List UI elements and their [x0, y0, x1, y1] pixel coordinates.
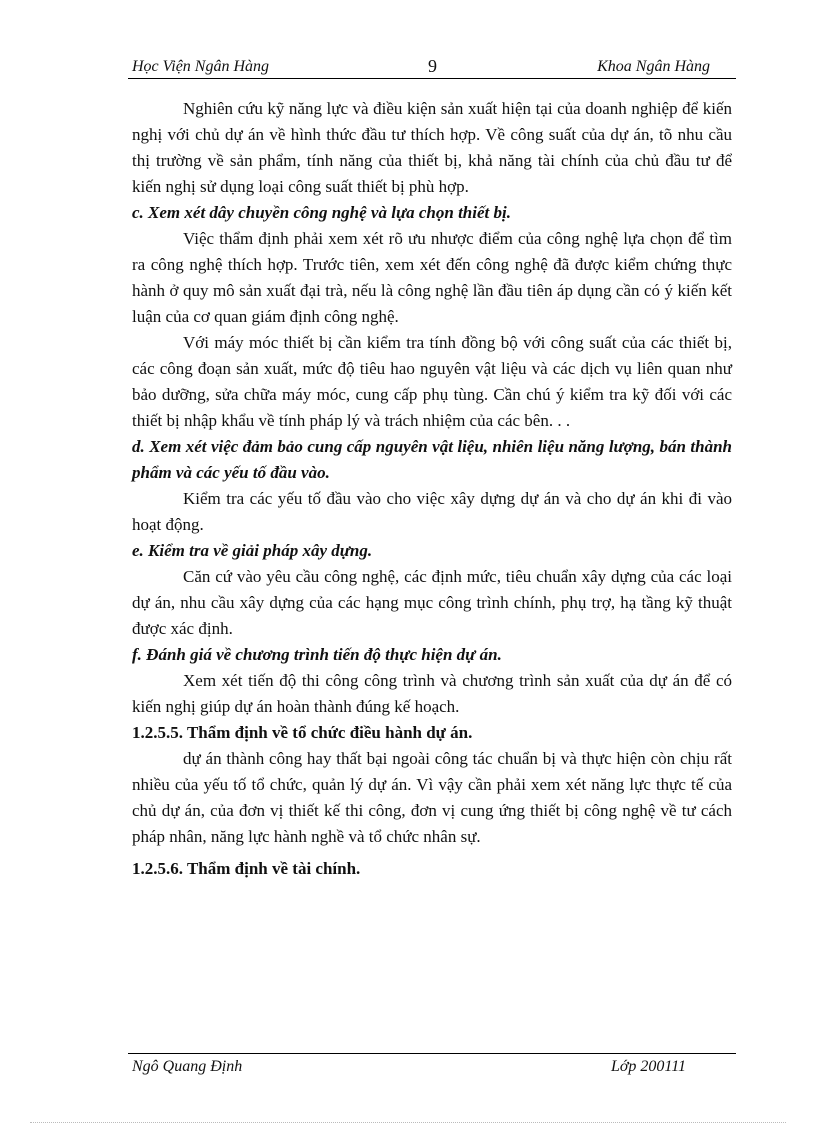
header-faculty: Khoa Ngân Hàng: [597, 58, 710, 75]
heading-f-schedule: f. Đánh giá về chương trình tiến độ thực hiện dự án.: [132, 645, 502, 664]
footer-author: Ngô Quang Định: [132, 1058, 243, 1075]
paragraph-capacity: Nghiên cứu kỹ năng lực và điều kiện sản xuất hiện tại của doanh nghiệp để kiến nghị với chủ dự án về hình thức đầu tư thích hợp. Về công suất của dự án, tõ nhu cầu thị trường về sản phẩm, tính năng của thiết bị, khả năng tài chính của chủ đầu tư để kiến nghị sử dụng loại công suất thiết bị phù hợp.: [132, 99, 732, 196]
heading-e-construction: e. Kiểm tra về giải pháp xây dựng.: [132, 541, 373, 560]
page-header: [128, 56, 736, 79]
heading-1-2-5-6: 1.2.5.6. Thẩm định về tài chính.: [132, 859, 361, 878]
header-institution: Học Viện Ngân Hàng: [132, 58, 270, 75]
paragraph-equipment-check: Với máy móc thiết bị cần kiểm tra tính đồng bộ với công suất của các thiết bị, các công đoạn sản xuất, mức độ tiêu hao nguyên vật liệu và các dịch vụ liên quan như bảo dưỡng, sửa chữa máy móc, cung cấp phụ tùng. Cần chú ý kiểm tra kỹ đối với các thiết bị nhập khẩu về tính pháp lý và trách nhiệm của các bên. . .: [132, 333, 732, 430]
paragraph-construction: Căn cứ vào yêu cầu công nghệ, các định mức, tiêu chuẩn xây dựng của các loại dự án, nhu cầu xây dựng của các hạng mục công trình chính, phụ trợ, hạ tầng kỹ thuật được xác định.: [132, 567, 732, 638]
page-number: 9: [428, 56, 437, 76]
heading-d-inputs: d. Xem xét việc đảm bảo cung cấp nguyên vật liệu, nhiên liệu năng lượng, bán thành phẩm và các yếu tố đầu vào.: [132, 437, 732, 482]
page-body: [132, 96, 732, 882]
page-footer: [128, 1053, 736, 1078]
paragraph-organization: dự án thành công hay thất bại ngoài công tác chuẩn bị và thực hiện còn chịu rất nhiều của yếu tố tổ chức, quản lý dự án. Vì vậy cần phải xem xét năng lực thực tế của chủ dự án, của đơn vị thiết kế thi công, đơn vị cung ứng thiết bị công nghệ về tư cách pháp nhân, năng lực hành nghề và tổ chức nhân sự.: [132, 749, 732, 846]
heading-c-technology: c. Xem xét dây chuyền công nghệ và lựa chọn thiết bị.: [132, 203, 511, 222]
heading-1-2-5-5: 1.2.5.5. Thẩm định về tổ chức điều hành dự án.: [132, 723, 473, 742]
paragraph-inputs: Kiểm tra các yếu tố đầu vào cho việc xây dựng dự án và cho dự án khi đi vào hoạt động.: [132, 489, 732, 534]
paragraph-technology-appraisal: Việc thẩm định phải xem xét rõ ưu nhược điểm của công nghệ lựa chọn để tìm ra công nghệ thích hợp. Trước tiên, xem xét đến công nghệ đã được kiểm chứng thực hành ở quy mô sản xuất đại trà, nếu là công nghệ lần đầu tiên áp dụng cần có ý kiến kết luận của cơ quan giám định công nghệ.: [132, 229, 732, 326]
footer-class: Lớp 200111: [610, 1058, 686, 1075]
paragraph-schedule: Xem xét tiến độ thi công công trình và chương trình sản xuất của dự án để có kiến nghị giúp dự án hoàn thành đúng kế hoạch.: [132, 671, 732, 716]
